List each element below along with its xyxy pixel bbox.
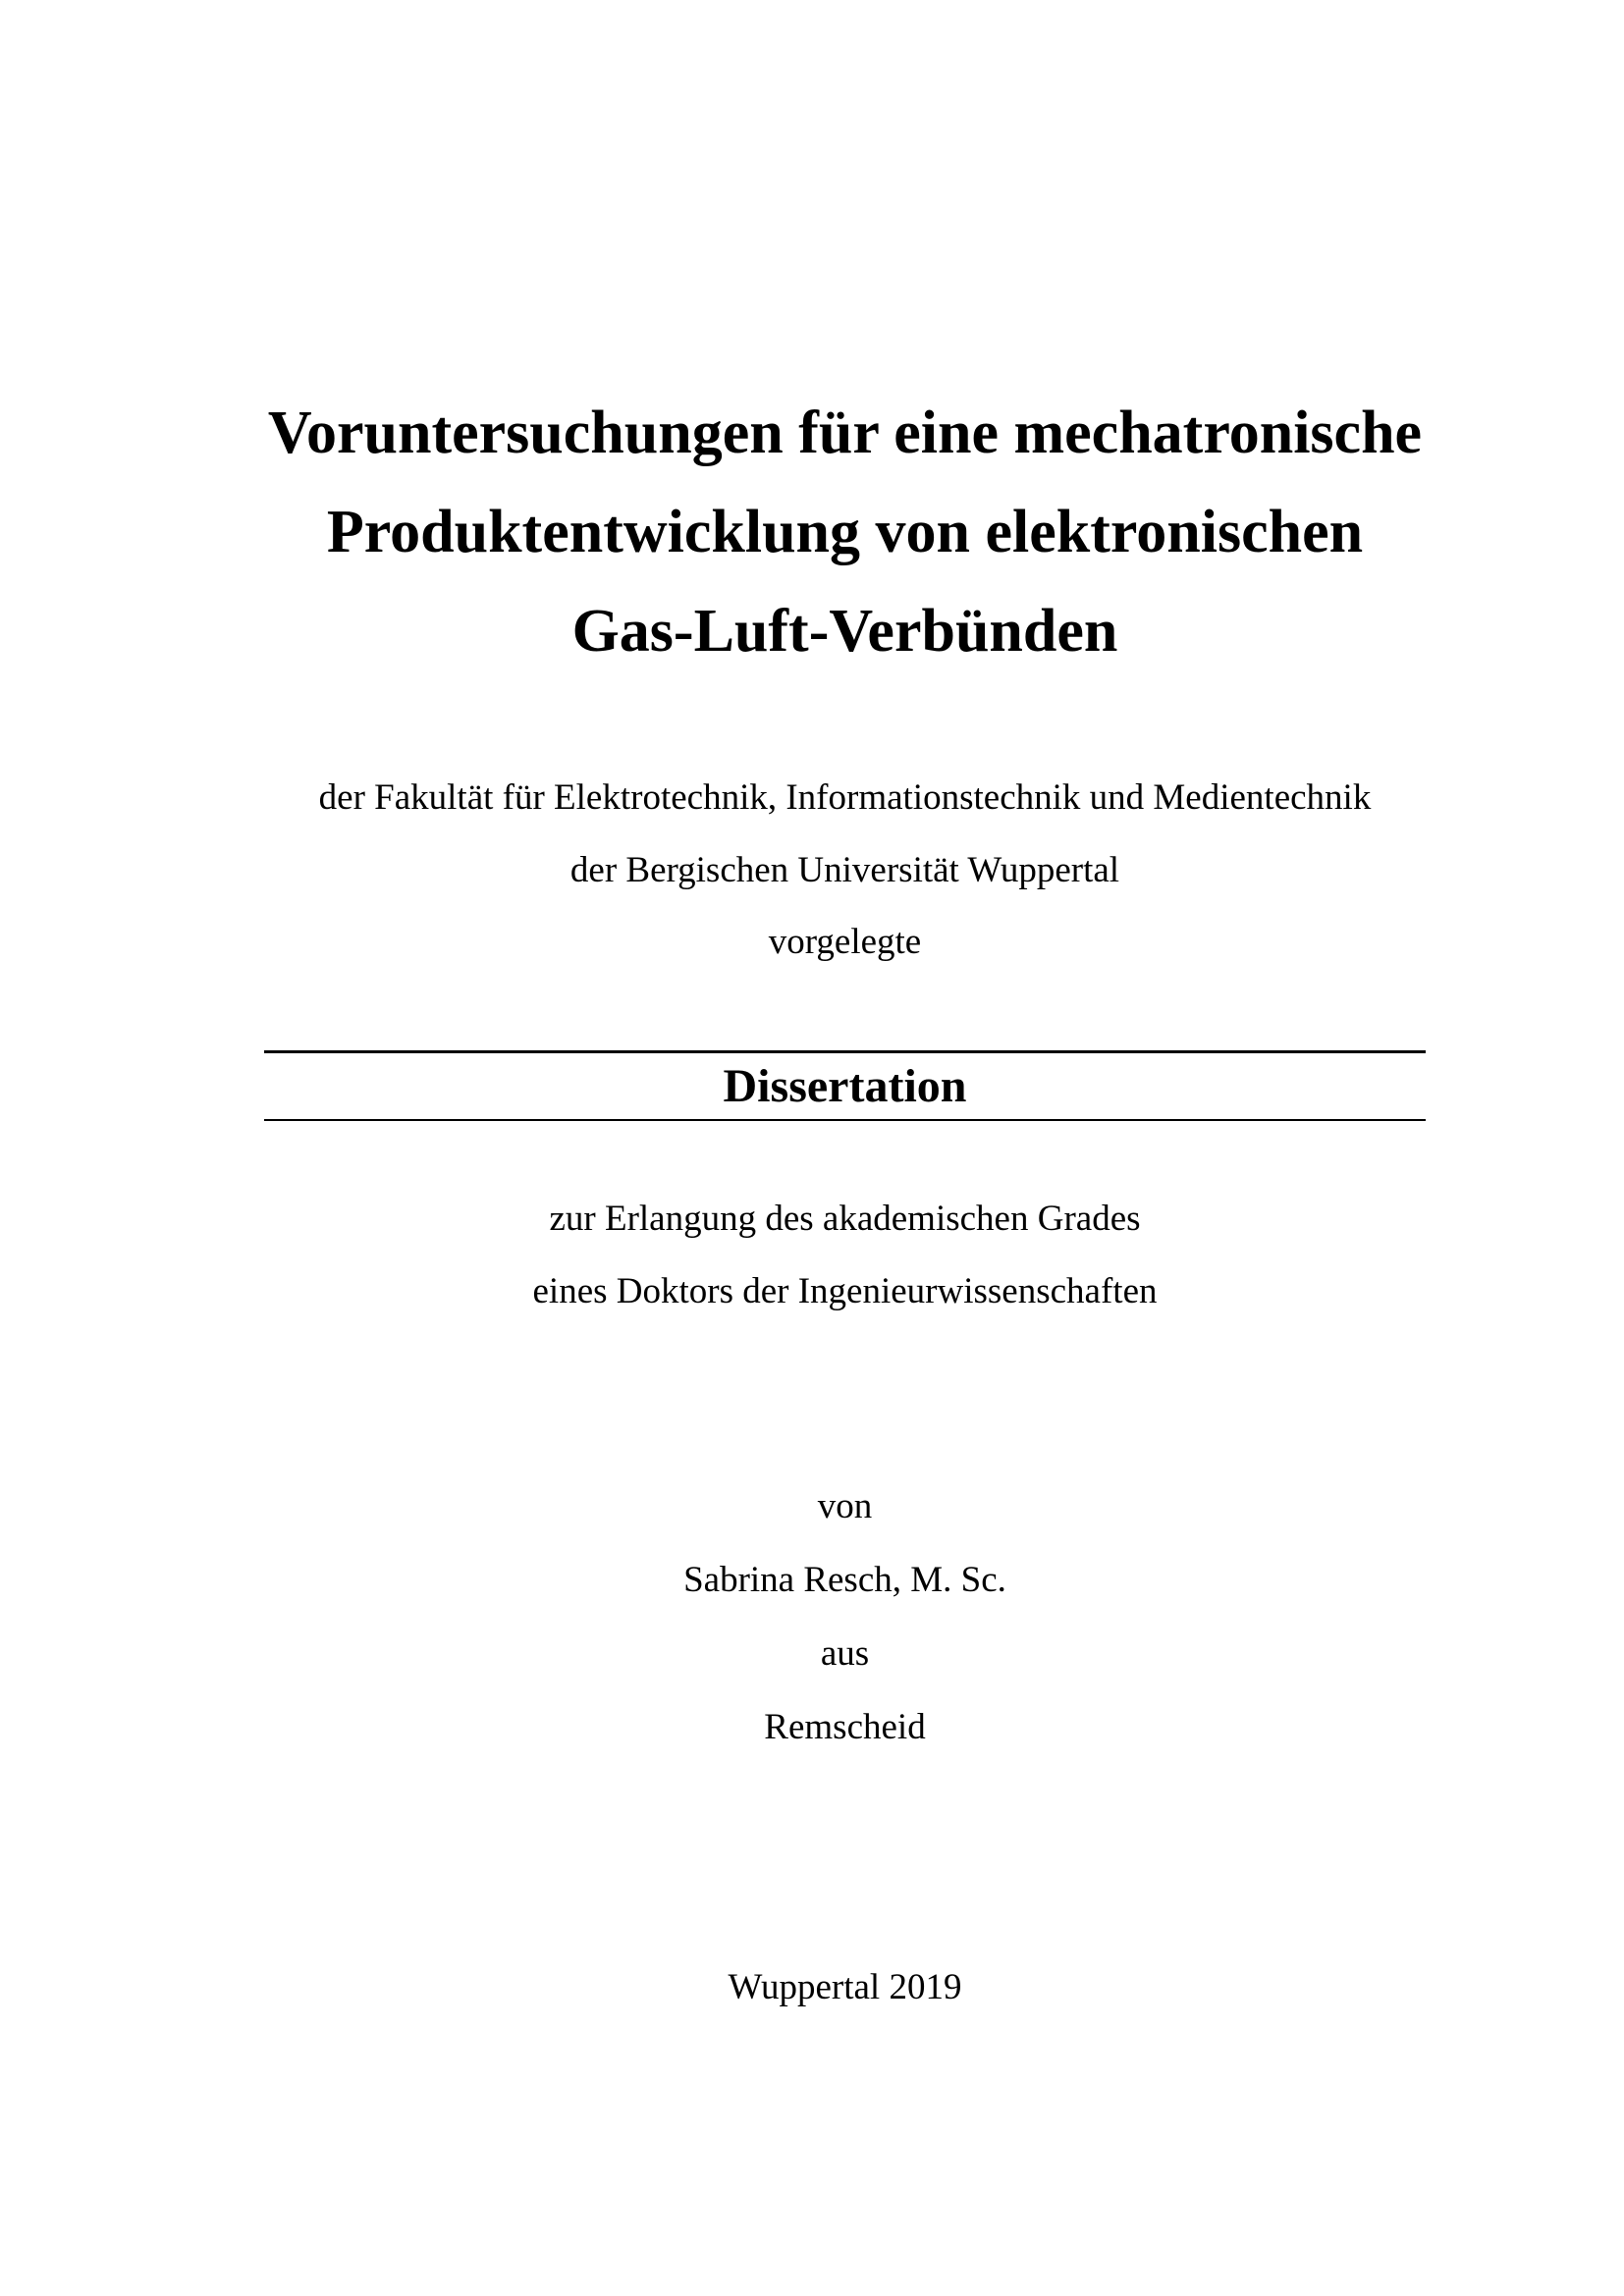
place-year-text: Wuppertal 2019	[728, 1967, 962, 2007]
place-year-footer	[264, 1967, 1426, 2007]
faculty-statement	[264, 762, 1426, 979]
thesis-title-line-1: Voruntersuchungen für eine mechatronische	[267, 400, 1423, 466]
von-label: von	[817, 1486, 873, 1526]
faculty-line: der Fakultät für Elektrotechnik, Informationstechnik und Medientechnik	[318, 777, 1372, 818]
degree-line-2: eines Doktors der Ingenieurwissenschaften	[532, 1271, 1158, 1311]
document-type-label: Dissertation	[723, 1060, 967, 1112]
author-name: Sabrina Resch, M. Sc.	[683, 1560, 1006, 1600]
aus-label: aus	[820, 1633, 870, 1674]
vorgelegte-line: vorgelegte	[768, 922, 922, 962]
degree-statement	[264, 1183, 1426, 1328]
university-line: der Bergischen Universität Wuppertal	[569, 849, 1120, 890]
author-place: Remscheid	[764, 1707, 926, 1747]
thesis-title-line-2: Produktentwicklung von elektronischen	[326, 499, 1364, 565]
author-section	[264, 1469, 1426, 1764]
rule-below-dissertation	[264, 1119, 1426, 1121]
thesis-title-line-3: Gas-Luft-Verbünden	[571, 598, 1118, 665]
degree-line-1: zur Erlangung des akademischen Grades	[549, 1199, 1141, 1239]
rule-above-dissertation	[264, 1050, 1426, 1053]
document-type-heading	[264, 1060, 1426, 1112]
thesis-title	[264, 384, 1426, 681]
